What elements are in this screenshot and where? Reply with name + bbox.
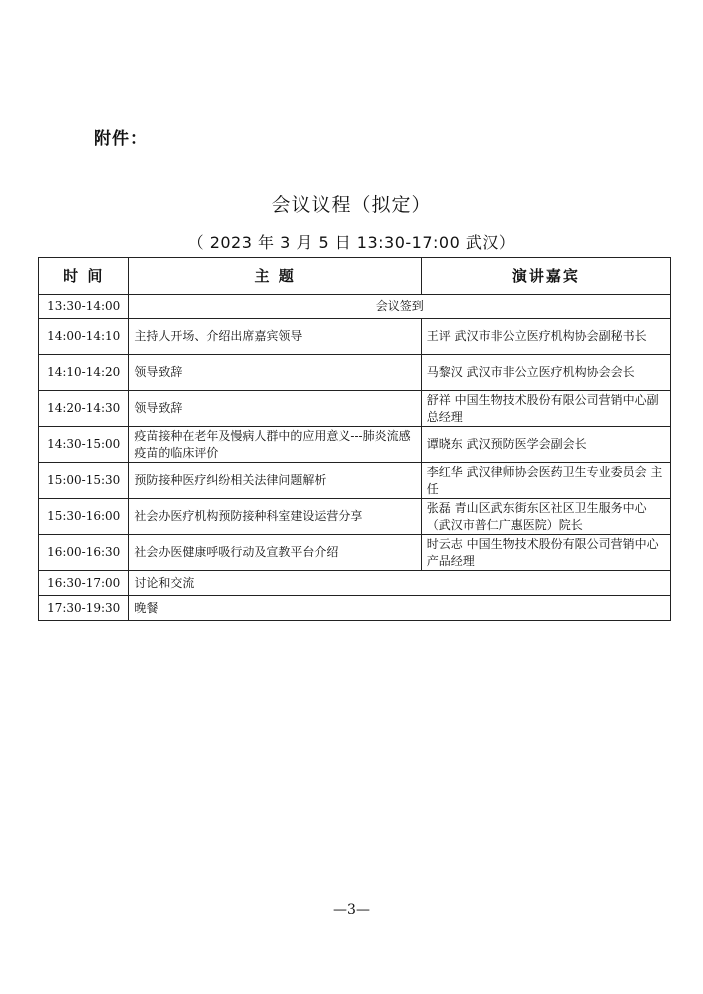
row-time: 14:20-14:30 — [39, 391, 129, 427]
table-row — [39, 596, 671, 621]
agenda-title: 会议议程（拟定） — [271, 194, 432, 216]
row-topic: 领导致辞 — [129, 355, 421, 391]
row-time: 13:30-14:00 — [39, 295, 129, 319]
row-time: 14:30-15:00 — [39, 427, 129, 463]
row-topic: 会议签到 — [129, 295, 671, 319]
attachment-label: 附件： — [94, 129, 148, 149]
table-row — [39, 319, 671, 355]
table-row — [39, 391, 671, 427]
row-speaker: 张磊 青山区武东街东区社区卫生服务中心（武汉市普仁广惠医院）院长 — [421, 499, 670, 535]
agenda-table — [38, 257, 671, 621]
table-row — [39, 355, 671, 391]
row-time: 17:30-19:30 — [39, 596, 129, 621]
row-topic: 社会办医疗机构预防接种科室建设运营分享 — [129, 499, 421, 535]
row-speaker: 舒祥 中国生物技术股份有限公司营销中心副总经理 — [421, 391, 670, 427]
table-row — [39, 499, 671, 535]
row-speaker: 李红华 武汉律师协会医药卫生专业委员会 主任 — [421, 463, 670, 499]
row-speaker: 马黎汉 武汉市非公立医疗机构协会会长 — [421, 355, 670, 391]
table-row — [39, 535, 671, 571]
header-time: 时 间 — [39, 258, 129, 295]
table-row — [39, 295, 671, 319]
row-time: 16:30-17:00 — [39, 571, 129, 596]
row-topic: 讨论和交流 — [129, 571, 671, 596]
row-topic: 领导致辞 — [129, 391, 421, 427]
row-time: 14:10-14:20 — [39, 355, 129, 391]
row-topic: 晚餐 — [129, 596, 671, 621]
row-time: 15:00-15:30 — [39, 463, 129, 499]
row-time: 15:30-16:00 — [39, 499, 129, 535]
agenda-subtitle: （ 2023 年 3 月 5 日 13:30-17:00 武汉） — [187, 233, 516, 252]
row-time: 16:00-16:30 — [39, 535, 129, 571]
row-topic: 疫苗接种在老年及慢病人群中的应用意义---肺炎流感疫苗的临床评价 — [129, 427, 421, 463]
row-speaker: 王评 武汉市非公立医疗机构协会副秘书长 — [421, 319, 670, 355]
row-speaker: 时云志 中国生物技术股份有限公司营销中心产品经理 — [421, 535, 670, 571]
page-number: —3— — [333, 902, 370, 918]
row-topic: 预防接种医疗纠纷相关法律问题解析 — [129, 463, 421, 499]
row-topic: 社会办医健康呼吸行动及宣教平台介绍 — [129, 535, 421, 571]
table-row — [39, 463, 671, 499]
row-time: 14:00-14:10 — [39, 319, 129, 355]
row-topic: 主持人开场、介绍出席嘉宾领导 — [129, 319, 421, 355]
row-speaker: 谭晓东 武汉预防医学会副会长 — [421, 427, 670, 463]
header-speaker: 演讲嘉宾 — [421, 258, 670, 295]
table-header-row — [39, 258, 671, 295]
header-topic: 主 题 — [129, 258, 421, 295]
table-row — [39, 571, 671, 596]
table-row — [39, 427, 671, 463]
